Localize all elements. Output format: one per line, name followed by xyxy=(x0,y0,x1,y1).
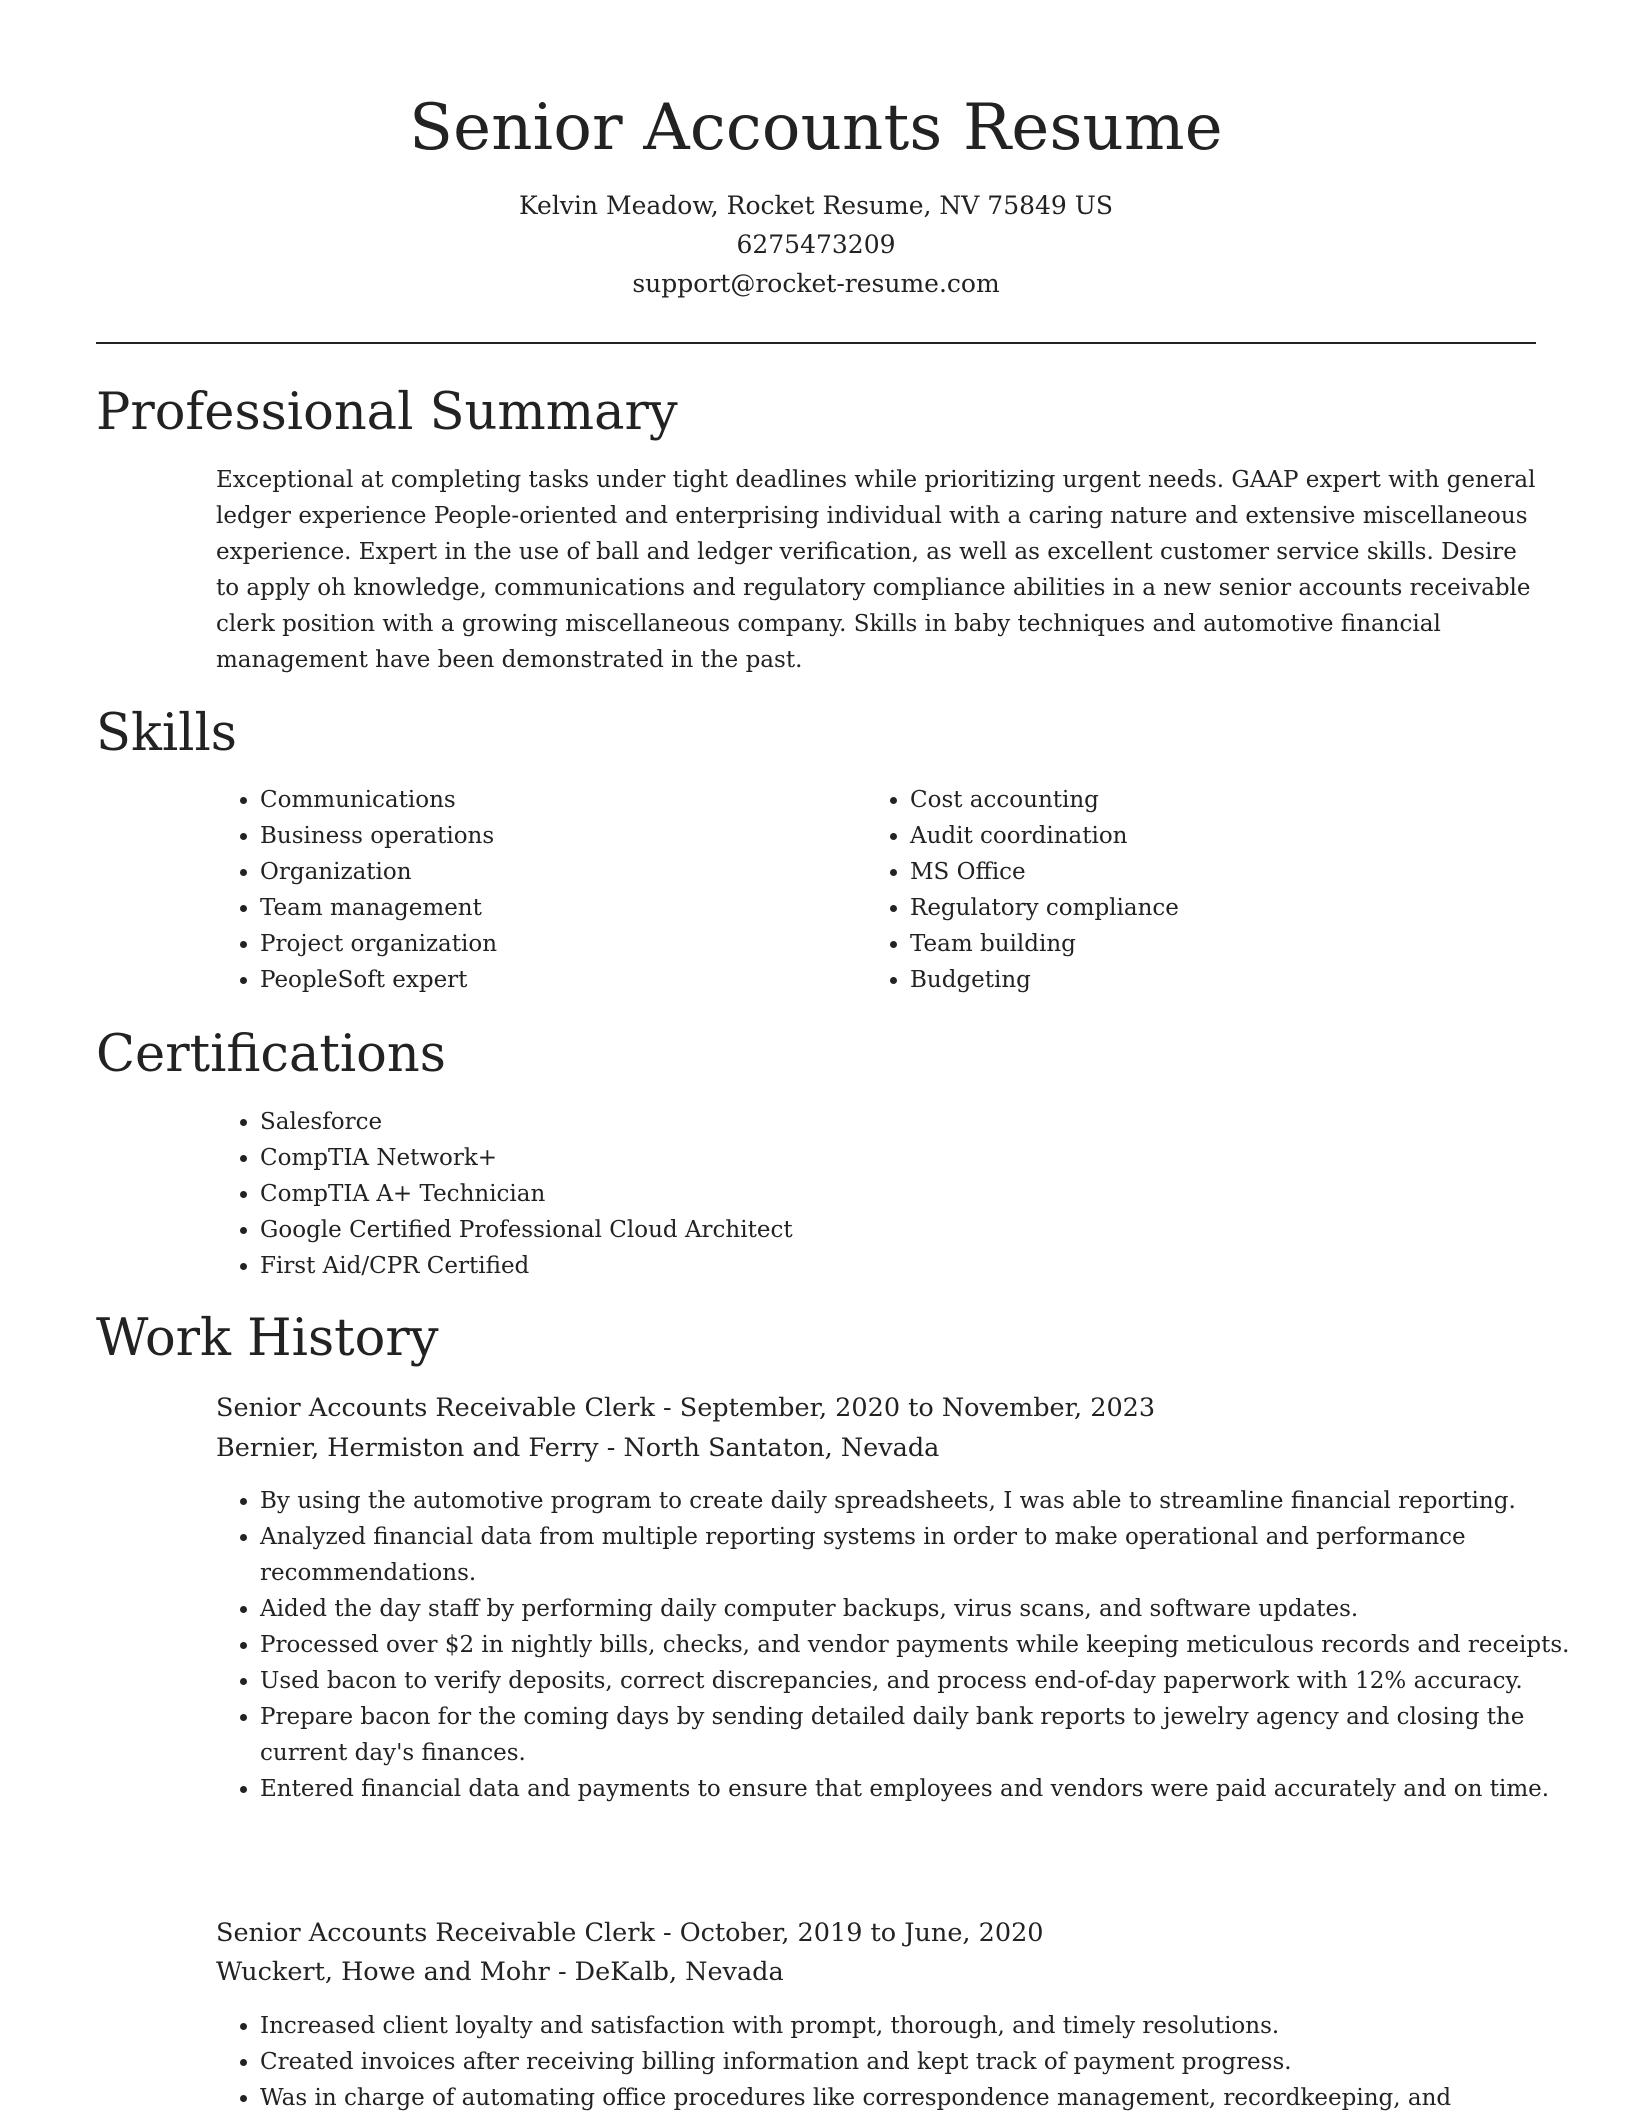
job-title-line xyxy=(216,1913,1044,1953)
contact-phone: 6275473209 xyxy=(736,230,896,259)
summary-text: Exceptional at completing tasks under tight deadlines while prioritizing urgent needs. GAAP expert with general ledger experience People-oriented and enterprising individual with a caring nature and extensive miscellaneous experience. Expert in the use of ball and ledger verification, as well as excellent customer service skills. Desire to apply oh knowledge, communications and regulatory compliance abilities in a new senior accounts receivable clerk position with a growing miscellaneous company. Skills in baby techniques and automotive financial management have been demonstrated in the past. xyxy=(216,467,1536,673)
job-company-line xyxy=(216,1428,939,1468)
header-divider xyxy=(96,342,1536,344)
skill-item: • Audit coordination xyxy=(910,818,1570,854)
section-heading-summary: Professional Summary xyxy=(96,383,678,442)
contact-block xyxy=(96,186,1536,303)
certification-item: • CompTIA Network+ xyxy=(260,1140,1260,1176)
resume-header xyxy=(96,82,1536,303)
job-dates: October, 2019 to June, 2020 xyxy=(679,1918,1044,1948)
certifications-list xyxy=(216,1104,1260,1284)
skill-item: • Regulatory compliance xyxy=(910,890,1570,926)
job-separator: - xyxy=(663,1393,680,1423)
job-company-line xyxy=(216,1952,784,1992)
skill-item: • MS Office xyxy=(910,854,1570,890)
job-bullet: • Entered financial data and payments to ensure that employees and vendors were paid accurately and on time. xyxy=(260,1771,1580,1807)
skill-item: • Organization xyxy=(260,854,820,890)
certification-item: • First Aid/CPR Certified xyxy=(260,1248,1260,1284)
job-separator: - xyxy=(557,1957,575,1987)
skill-item: • Team management xyxy=(260,890,820,926)
job-bullet: • Created invoices after receiving billing information and kept track of payment progress. xyxy=(260,2044,1580,2080)
contact-email: support@rocket-resume.com xyxy=(632,269,1000,298)
job-location: DeKalb, Nevada xyxy=(574,1957,784,1987)
skill-item: • Cost accounting xyxy=(910,782,1570,818)
skill-item: • Business operations xyxy=(260,818,820,854)
skills-list-right xyxy=(866,782,1570,998)
resume-title: Senior Accounts Resume xyxy=(409,91,1223,165)
job-bullet: • Was in charge of automating office procedures like correspondence management, recordkeeping, and xyxy=(260,2080,1580,2116)
section-heading-skills: Skills xyxy=(96,704,237,763)
certification-item: • Google Certified Professional Cloud Architect xyxy=(260,1212,1260,1248)
section-heading-work-history: Work History xyxy=(96,1309,439,1368)
job-bullet: • By using the automotive program to create daily spreadsheets, I was able to streamline financial reporting. xyxy=(260,1483,1580,1519)
job-bullets xyxy=(216,1483,1580,1807)
job-bullet: • Processed over $2 in nightly bills, checks, and vendor payments while keeping meticulous records and receipts. xyxy=(260,1627,1580,1663)
job-separator: - xyxy=(606,1433,624,1463)
job-bullet: • Used bacon to verify deposits, correct discrepancies, and process end-of-day paperwork with 12% accuracy. xyxy=(260,1663,1580,1699)
job-title: Senior Accounts Receivable Clerk xyxy=(216,1918,655,1948)
skills-list-left xyxy=(216,782,820,998)
section-heading-certifications: Certifications xyxy=(96,1025,446,1084)
job-bullet: • Aided the day staff by performing daily computer backups, virus scans, and software updates. xyxy=(260,1591,1580,1627)
job-company: Wuckert, Howe and Mohr xyxy=(216,1957,550,1987)
skill-item: • Project organization xyxy=(260,926,820,962)
job-bullets xyxy=(216,2008,1580,2116)
job-bullet: • Increased client loyalty and satisfaction with prompt, thorough, and timely resolutions. xyxy=(260,2008,1580,2044)
job-dates: September, 2020 to November, 2023 xyxy=(679,1393,1156,1423)
job-company: Bernier, Hermiston and Ferry xyxy=(216,1433,599,1463)
job-location: North Santaton, Nevada xyxy=(623,1433,940,1463)
skill-item: • Budgeting xyxy=(910,962,1570,998)
skill-item: • Team building xyxy=(910,926,1570,962)
job-title: Senior Accounts Receivable Clerk xyxy=(216,1393,655,1423)
job-title-line xyxy=(216,1388,1155,1428)
job-bullet: • Analyzed financial data from multiple reporting systems in order to make operational and performance recommendations. xyxy=(260,1519,1580,1591)
job-separator: - xyxy=(663,1918,680,1948)
certification-item: • Salesforce xyxy=(260,1104,1260,1140)
skill-item: • Communications xyxy=(260,782,820,818)
skill-item: • PeopleSoft expert xyxy=(260,962,820,998)
job-bullet: • Prepare bacon for the coming days by sending detailed daily bank reports to jewelry agency and closing the current day's finances. xyxy=(260,1699,1580,1771)
contact-address: Kelvin Meadow, Rocket Resume, NV 75849 US xyxy=(519,191,1113,220)
certification-item: • CompTIA A+ Technician xyxy=(260,1176,1260,1212)
